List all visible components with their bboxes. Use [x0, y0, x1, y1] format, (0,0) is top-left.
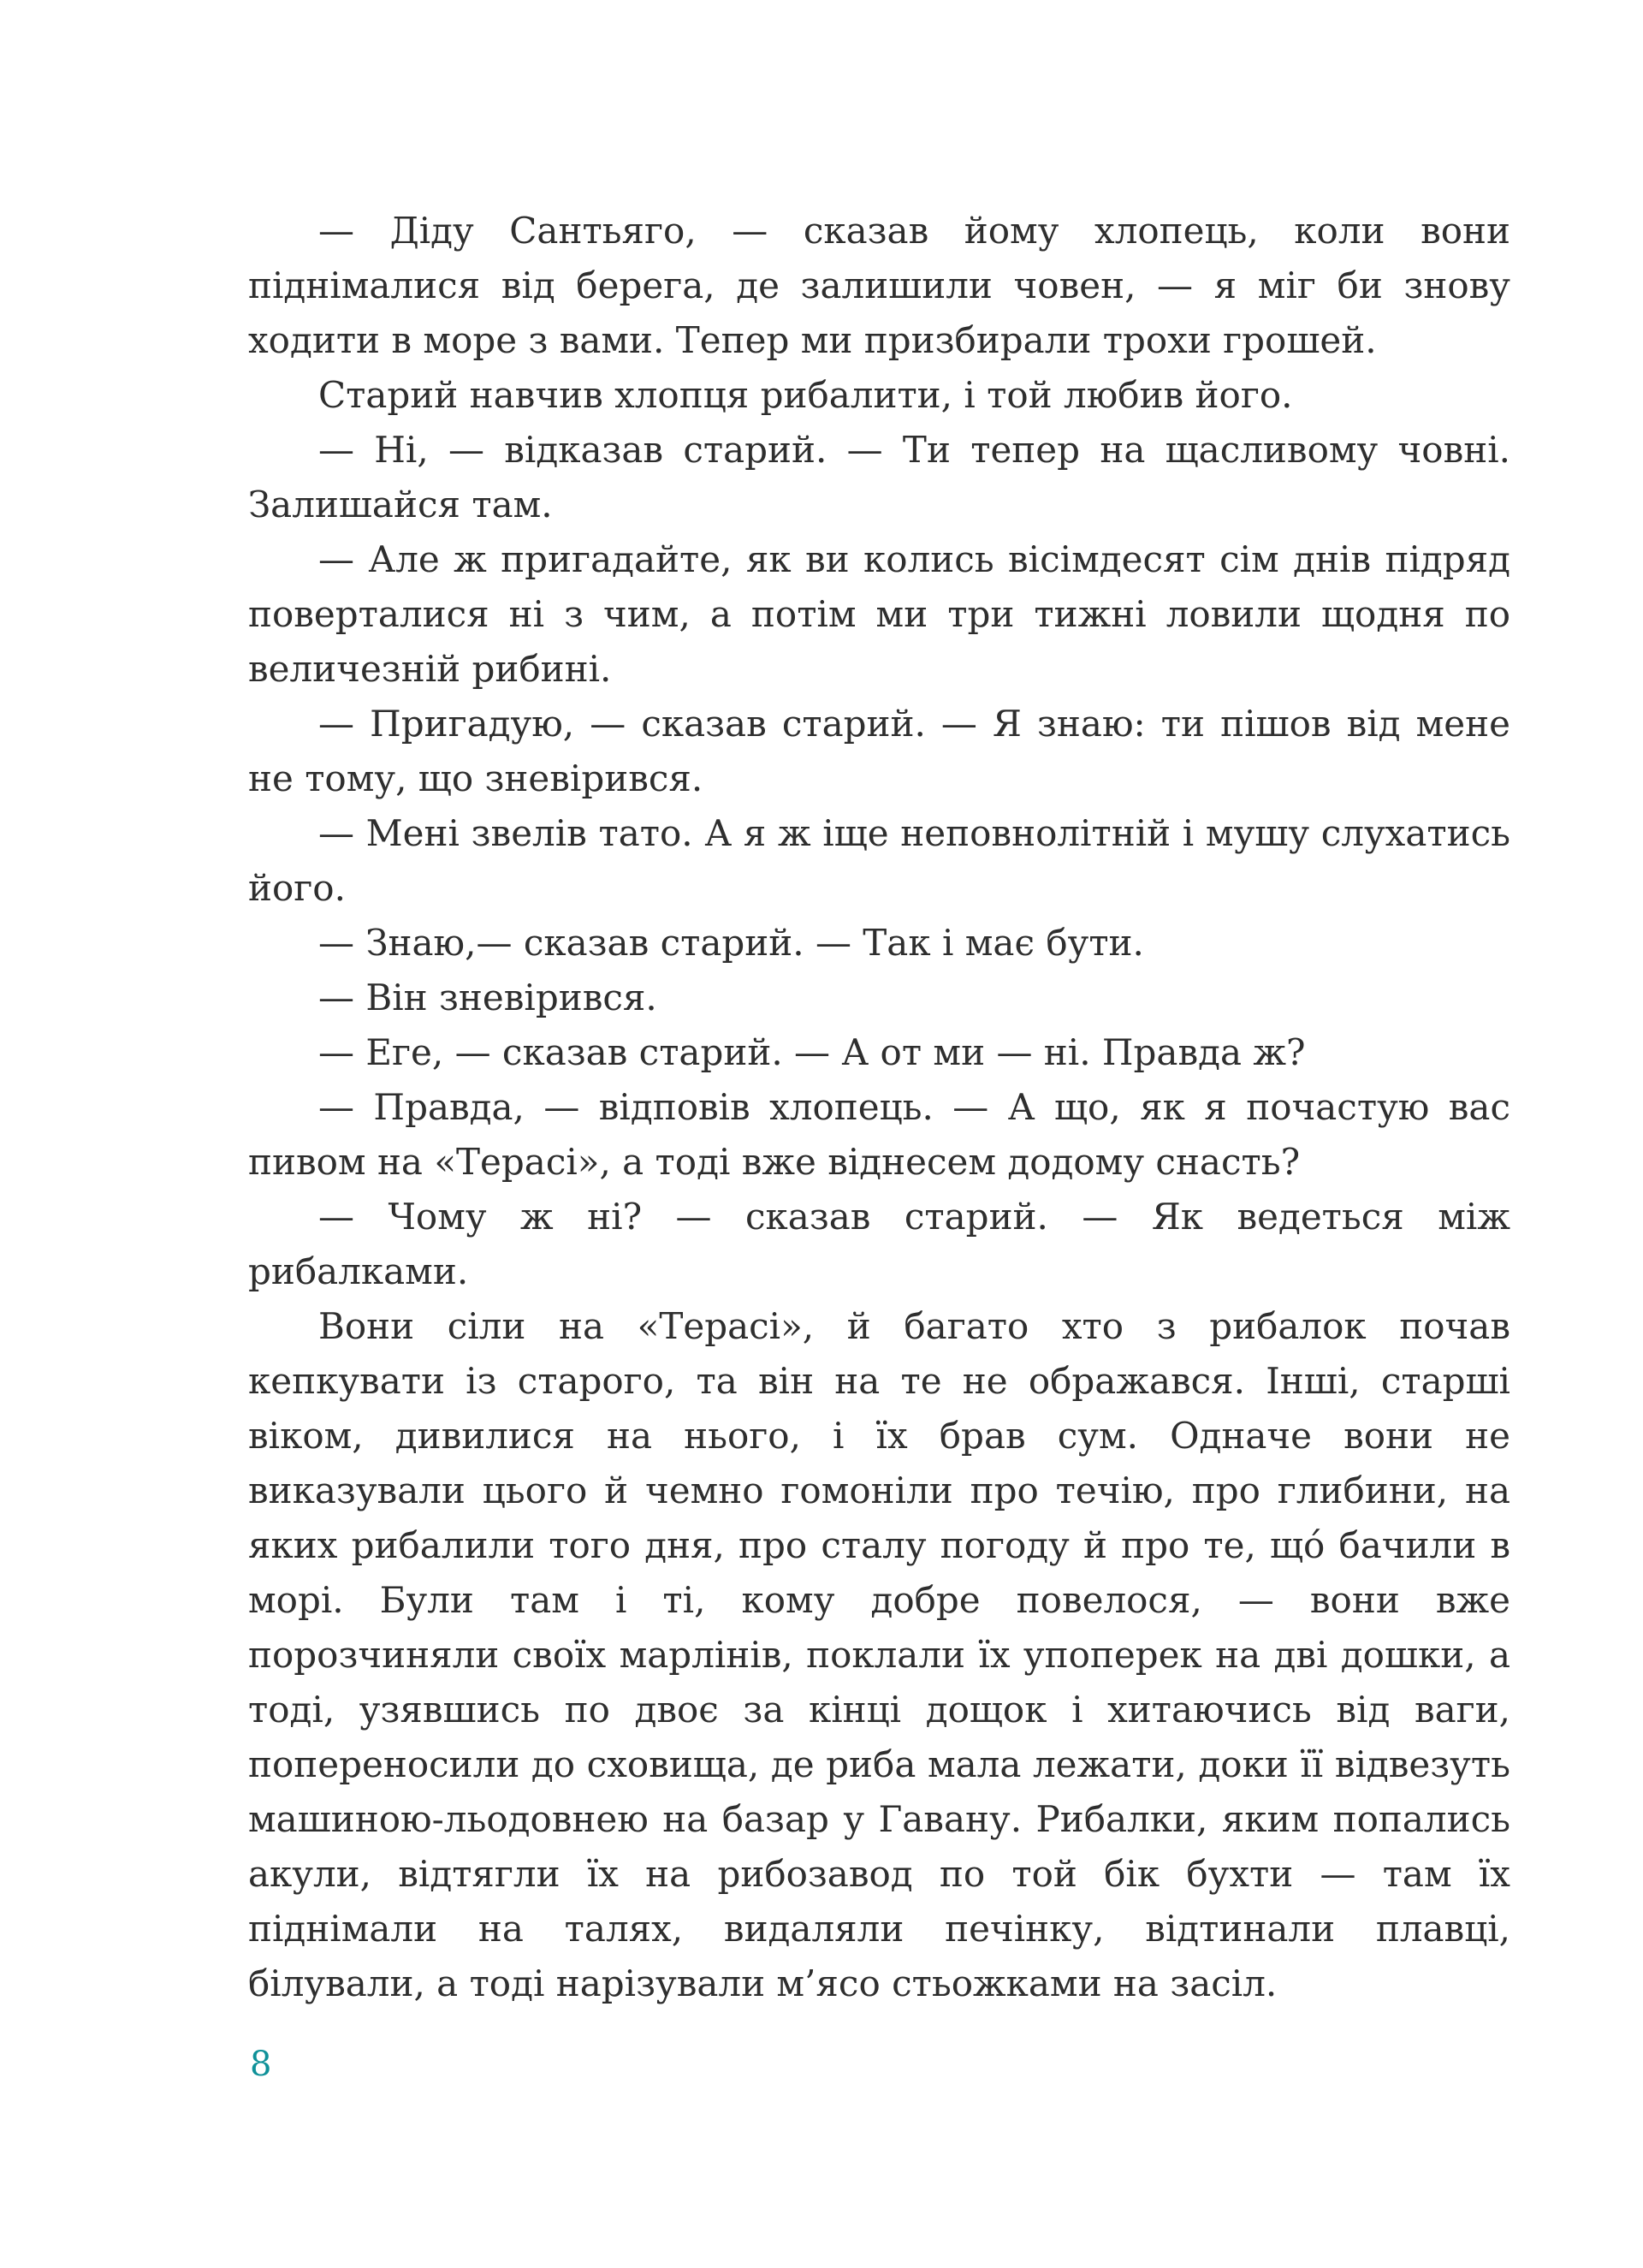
- paragraph: — Еге, — сказав старий. — А от ми — ні. Правда ж?: [318, 1031, 1306, 1073]
- paragraph: Вони сіли на «Терасі», й багато хто з рибалок почав кепкувати із старого, та він на те не ображався. Інші, старші віком, дивилися на нього, і їх брав сум. Одначе вони не виказували цього й чемно гомоніли про течію, про глибини, на яких рибалили того дня, про сталу погоду й про те, щó бачили в морі. Були там і ті, кому добре повелося, — вони вже порозчиняли своїх марлінів, поклали їх упоперек на дві дошки, а тоді, узявшись по двоє за кінці дощок і хитаючись від ваги, попереносили до сховища, де риба мала лежати, доки її відвезуть машиною-льодовнею на базар у Гавану. Рибалки, яким попались акули, відтягли їх на рибозавод по той бік бухти — там їх піднімали на талях, видаляли печінку, відтинали плавці, білували, а тоді нарізували м’ясо стьожками на засіл.: [248, 1305, 1510, 2004]
- paragraph: — Чому ж ні? — сказав старий. — Як ведеться між рибалками.: [248, 1196, 1510, 1292]
- paragraph: — Мені звелів тато. А я ж іще неповнолітній і мушу слухатись його.: [248, 812, 1510, 909]
- paragraph: — Ні, — відказав старий. — Ти тепер на щасливому човні. Залишайся там.: [248, 429, 1510, 525]
- paragraph: — Правда, — відповів хлопець. — А що, як я почастую вас пивом на «Терасі», а тоді вже віднесем додому снасть?: [248, 1086, 1510, 1183]
- paragraph: — Діду Сантьяго, — сказав йому хлопець, коли вони піднімалися від берега, де залишили човен, — я міг би знову ходити в море з вами. Тепер ми призбирали трохи грошей.: [248, 210, 1510, 361]
- paragraph: — Він зневірився.: [318, 977, 657, 1018]
- paragraph: — Пригадую, — сказав старий. — Я знаю: ти пішов від мене не тому, що зневірився.: [248, 703, 1510, 799]
- paragraph: Старий навчив хлопця рибалити, і той любив його.: [318, 374, 1293, 416]
- page-text: [248, 204, 1510, 2011]
- paragraph: — Але ж пригадайте, як ви колись вісімдесят сім днів підряд поверталися ні з чим, а потім ми три тижні ловили щодня по величезній рибині.: [248, 538, 1510, 690]
- paragraph: — Знаю,— сказав старий. — Так і має бути.: [318, 922, 1144, 964]
- page-number: 8: [250, 2045, 272, 2084]
